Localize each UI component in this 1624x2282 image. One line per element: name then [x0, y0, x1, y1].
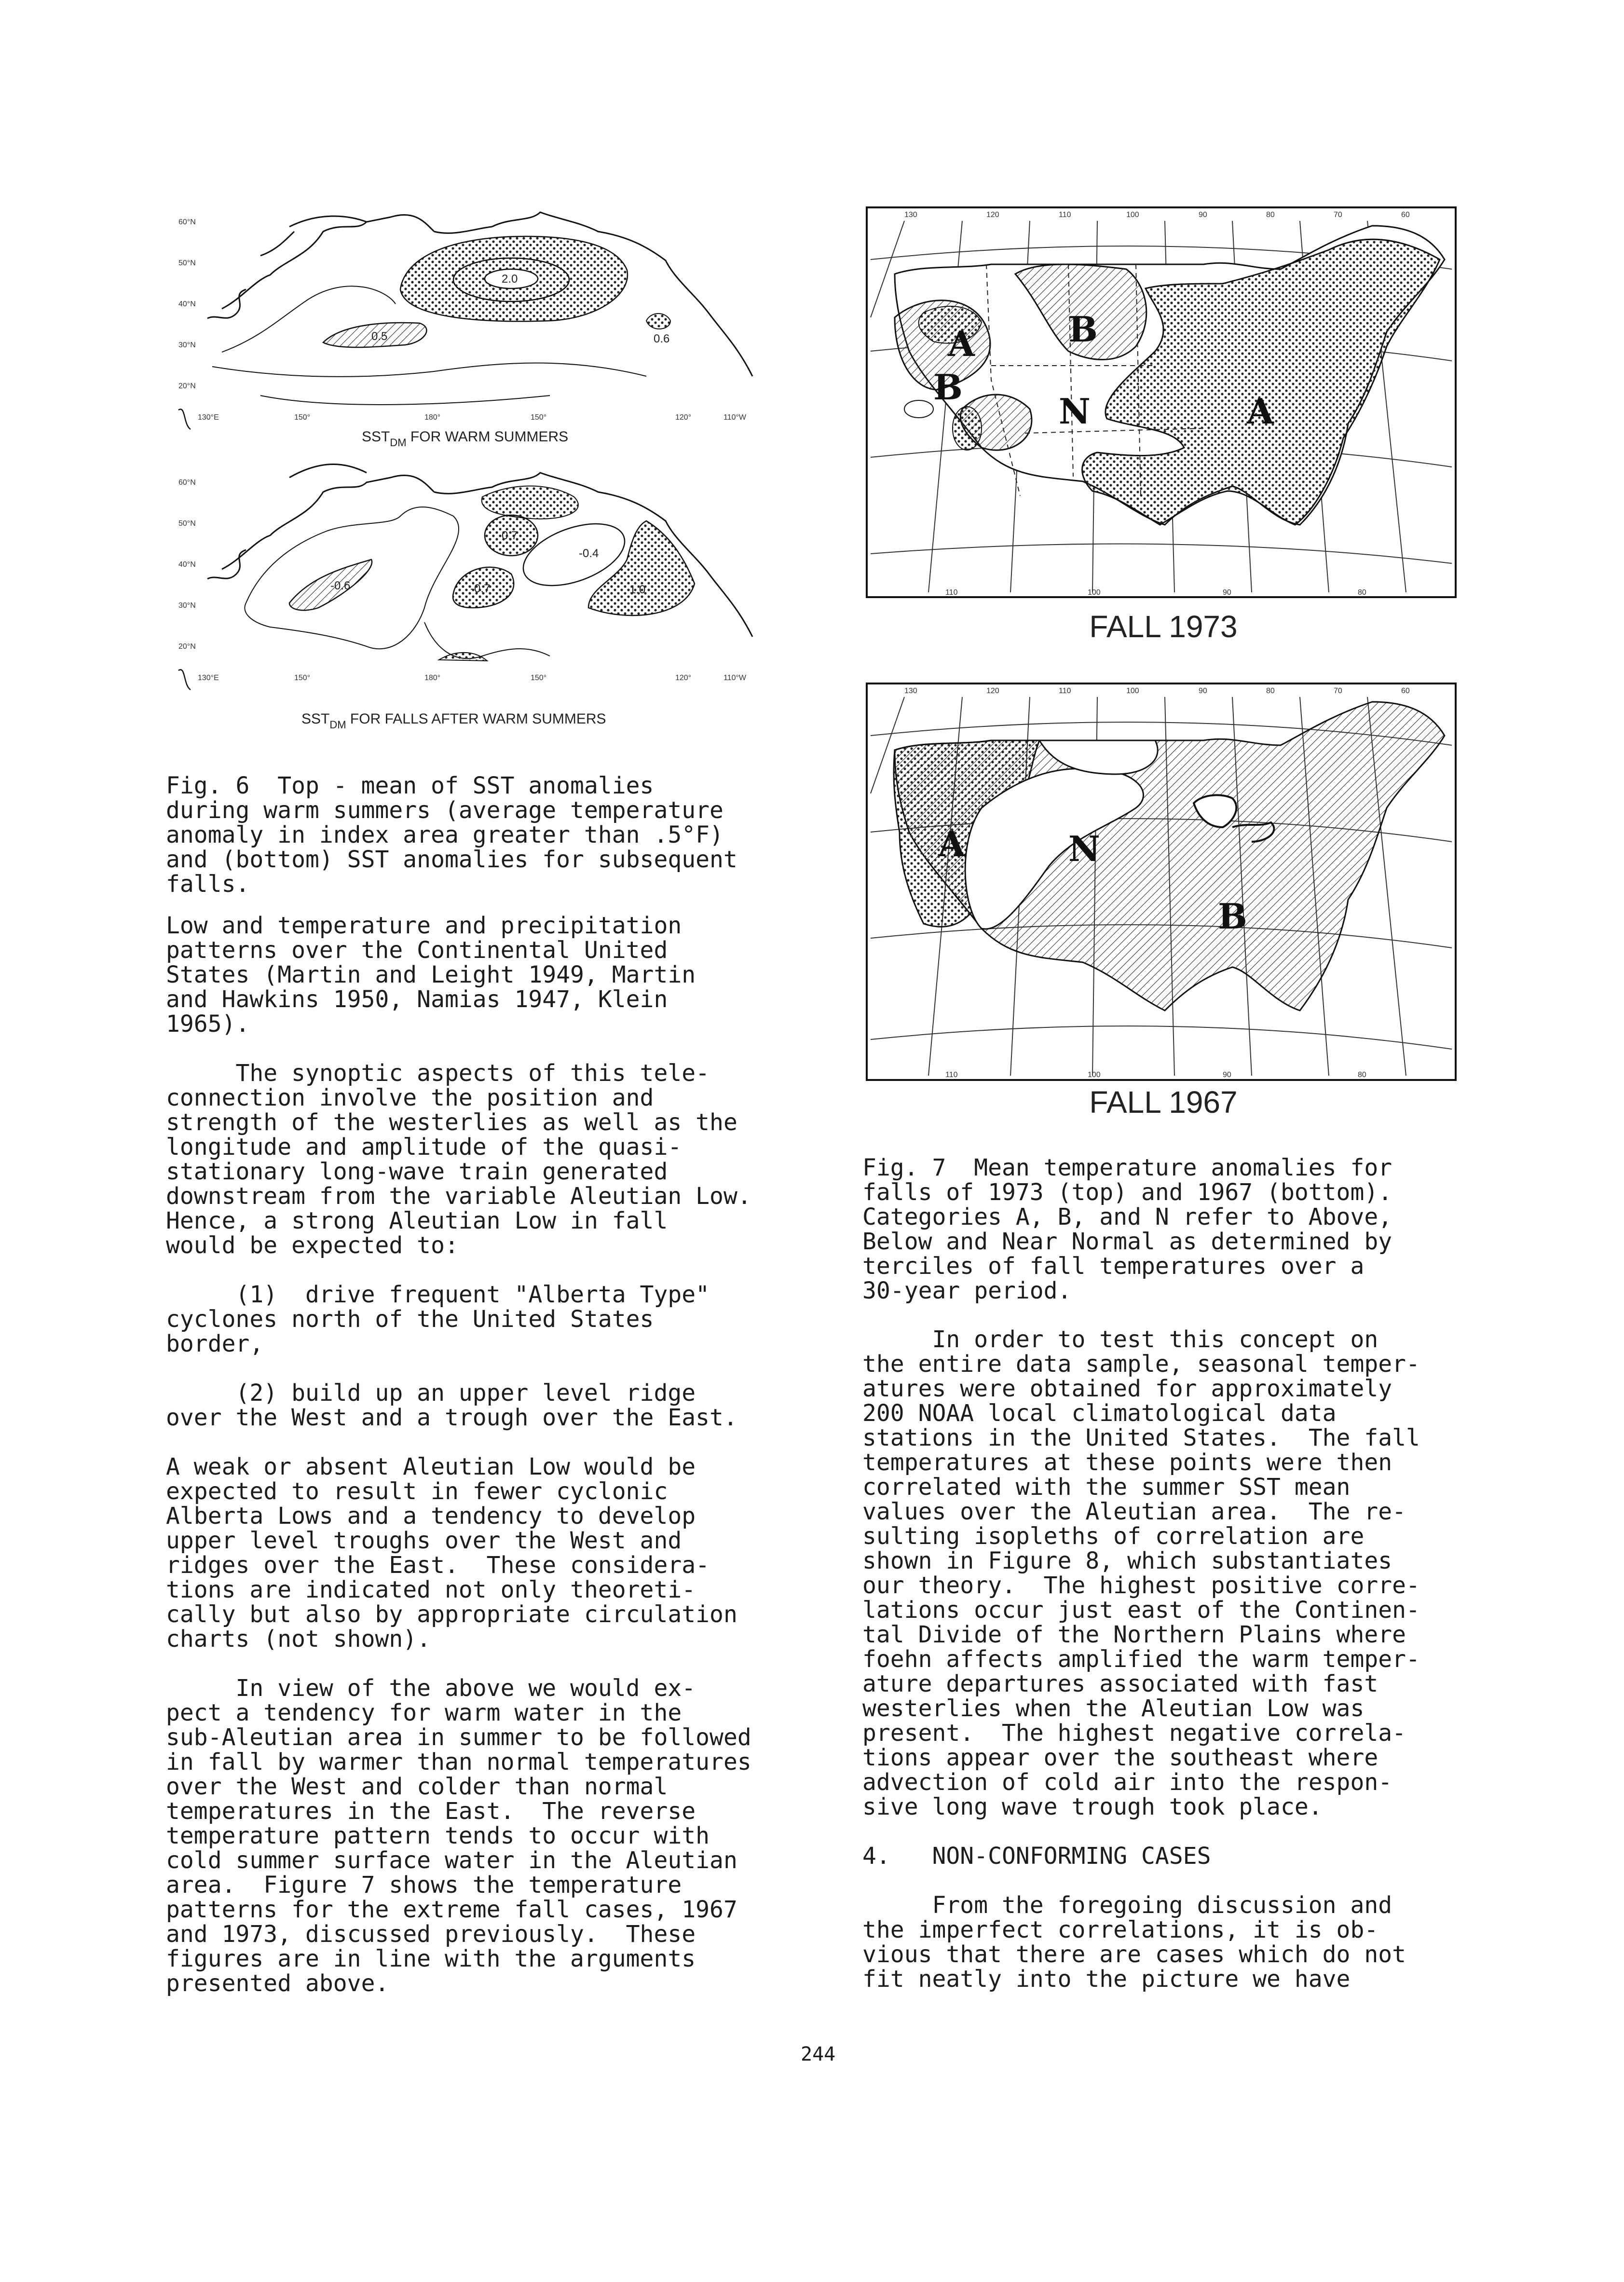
left-paragraph-1: Low and temperature and precipitation patterns over the Continental United States (Martin and Leight 1949, Martin and Hawkins 1950, Namias 1947, Klein 1965).	[166, 912, 696, 1038]
right-paragraph-2: From the foregoing discussion and the imperfect correlations, it is ob- vious that there are cases which do not fit neatly into the picture we have	[862, 1892, 1406, 1993]
lat-label: 40°N	[178, 560, 196, 569]
lat-label: 50°N	[178, 259, 196, 267]
tick-label: 120	[986, 211, 999, 219]
fig7-caption-block	[862, 1156, 1504, 1303]
lon-label: 150°	[294, 413, 311, 422]
fig6-bottom-title: $SST_{DM}$ FOR FALLS AFTER WARM SUMMERS	[301, 711, 606, 731]
left-paragraph-2: The synoptic aspects of this tele- connection involve the position and strength of the westerlies as well as the longitude and amplitude of the quasi- stationary long-wave train generated downstream from the variable Aleutian Low. Hence, a strong Aleutian Low in fall would be expected to:	[166, 1060, 751, 1259]
left-paragraph-4: (2) build up an upper level ridge over the West and a trough over the East.	[166, 1380, 737, 1431]
tick-label: 110	[945, 588, 958, 597]
tick-label: 90	[1199, 211, 1207, 219]
isopleth-label: -0.6	[330, 579, 351, 592]
lon-label: 110°W	[723, 413, 747, 422]
tick-label: 60	[1401, 687, 1410, 695]
lat-label: 60°N	[178, 478, 196, 487]
fig7-1967-label: A	[938, 823, 965, 864]
left-paragraph-6: In view of the above we would ex- pect a tendency for warm water in the sub-Aleutian area in summer to be followed in fall by warmer than normal temperatures over the West and colder than normal temperatures in the East. The reverse temperature pattern tends to occur with cold summer surface water in the Aleutian area. Figure 7 shows the temperature patterns for the extreme fall cases, 1967 and 1973, discussed previously. These figures are in line with the arguments presented above.	[166, 1675, 751, 1997]
lon-label: 150°	[531, 413, 547, 422]
tick-label: 100	[1126, 211, 1139, 219]
isopleth-label: 1.0	[629, 583, 646, 596]
tick-label: 130	[904, 211, 917, 219]
fig7-map-1973	[866, 206, 1457, 598]
lat-label: 20°N	[178, 642, 196, 651]
lon-label: 150°	[294, 674, 311, 682]
fig7-1973-label: B	[1068, 309, 1098, 350]
tick-label: 70	[1334, 687, 1342, 695]
lon-label: 180°	[424, 674, 441, 682]
tick-label: 110	[1059, 687, 1071, 695]
tick-label: 80	[1266, 211, 1275, 219]
right-paragraph-1: In order to test this concept on the entire data sample, seasonal temper- atures were obtained for approximately 200 NOAA local climatological data stations in the United States. The fall temperatures at these points were then correlated with the summer SST mean values over the Aleutian area. The re- sulting isopleths of correlation are shown in Figure 8, which substantiates our theory. The highest positive corre- lations occur just east of the Continen- tal Divide of the Northern Plains where foehn affects amplified the warm temper- ature departures associated with fast westerlies when the Aleutian Low was present. The highest negative correla- tions appear over the southeast where advection of cold air into the respon- sive long wave trough took place.	[862, 1326, 1420, 1820]
isopleth-label: 0.7	[502, 529, 518, 542]
lat-label: 20°N	[178, 382, 196, 390]
isopleth-label: -0.7	[470, 582, 491, 595]
tick-label: 70	[1334, 211, 1342, 219]
fig7-caption: Fig. 7 Mean temperature anomalies for falls of 1973 (top) and 1967 (bottom). Categories A, B, and N refer to Above, Below and Near Normal as determined by terciles of fall temperatures over a 30-year period.	[862, 1154, 1392, 1304]
fig6-caption-block	[166, 774, 807, 897]
fig6-caption: Fig. 6 Top - mean of SST anomalies during warm summers (average temperature anomaly in index area greater than .5°F) and (bottom) SST anomalies for subsequent falls.	[166, 772, 737, 898]
tick-label: 90	[1223, 1071, 1231, 1079]
page-number: 244	[801, 2043, 836, 2065]
fig7-map1-title: FALL 1973	[1089, 609, 1238, 644]
fig6-bottom-map	[178, 465, 752, 731]
tick-label: 90	[1199, 687, 1207, 695]
tick-label: 80	[1358, 1071, 1366, 1079]
tick-label: 60	[1401, 211, 1410, 219]
tick-label: 100	[1126, 687, 1139, 695]
tick-label: 110	[945, 1071, 958, 1079]
left-column	[166, 914, 807, 1996]
fig7-1967-label: B	[1218, 896, 1247, 937]
fig6-maps	[164, 203, 805, 738]
tick-label: 80	[1266, 687, 1275, 695]
fig6-top-map	[178, 212, 752, 449]
lon-label: 110°W	[723, 674, 747, 682]
lon-label: 130°E	[198, 674, 219, 682]
lon-label: 130°E	[198, 413, 219, 422]
tick-label: 130	[904, 687, 917, 695]
lon-label: 120°	[675, 674, 692, 682]
section-heading: 4. NON-CONFORMING CASES	[862, 1843, 1211, 1870]
fig7-map-1967	[866, 683, 1457, 1081]
lat-label: 50°N	[178, 519, 196, 528]
lon-label: 180°	[424, 413, 441, 422]
fig7-map2-title: FALL 1967	[1089, 1085, 1238, 1120]
isopleth-label: -0.4	[579, 547, 599, 560]
isopleth-label: 0.5	[371, 330, 388, 343]
lat-label: 60°N	[178, 218, 196, 226]
tick-label: 80	[1358, 588, 1366, 597]
fig7-1973-label: A	[1247, 391, 1274, 432]
lon-label: 150°	[531, 674, 547, 682]
right-column	[862, 1327, 1504, 1992]
fig7-1973-label: N	[1059, 391, 1091, 432]
tick-label: 100	[1088, 1071, 1101, 1079]
lat-label: 30°N	[178, 601, 196, 610]
lat-label: 40°N	[178, 300, 196, 308]
tick-label: 100	[1088, 588, 1101, 597]
fig7-1967-label: N	[1068, 828, 1100, 869]
fig6-top-title: $SST_{DM}$ FOR WARM SUMMERS	[362, 429, 569, 449]
tick-label: 90	[1223, 588, 1231, 597]
fig7-1973-label: A	[948, 323, 975, 364]
tick-label: 120	[986, 687, 999, 695]
fig7-1973-label: B	[933, 367, 963, 408]
left-paragraph-5: A weak or absent Aleutian Low would be expected to result in fewer cyclonic Alberta Lows and a tendency to develop upper level troughs over the West and ridges over the East. These considera- tions are indicated not only theoreti- cally but also by appropriate circulation charts (not shown).	[166, 1453, 737, 1653]
isopleth-label: 2.0	[502, 273, 518, 286]
tick-label: 110	[1059, 211, 1071, 219]
lat-label: 30°N	[178, 341, 196, 349]
left-paragraph-3: (1) drive frequent "Alberta Type" cyclones north of the United States border,	[166, 1281, 710, 1357]
lon-label: 120°	[675, 413, 692, 422]
isopleth-label: 0.6	[654, 332, 670, 345]
